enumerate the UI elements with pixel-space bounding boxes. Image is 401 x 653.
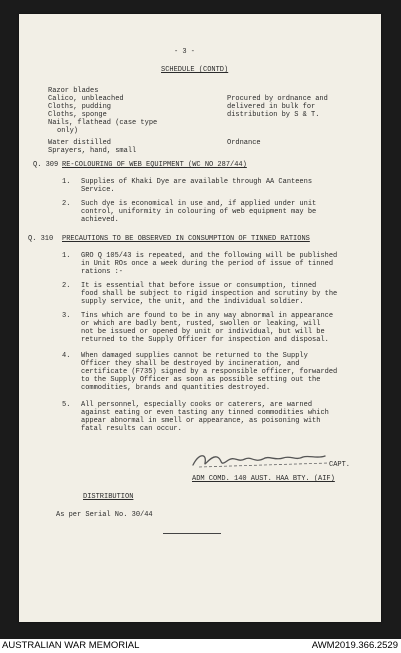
section-number: Q. 310: [28, 235, 54, 243]
para-line: Officer they shall be destroyed by incineration, and: [81, 360, 300, 368]
para-line: achieved.: [81, 216, 119, 224]
item-line: Razor blades: [48, 87, 99, 95]
para-number: 1.: [62, 252, 71, 260]
para-number: 2.: [62, 282, 71, 290]
item-line: Nails, flathead (case type: [48, 119, 158, 127]
item-line: Water distilled: [48, 139, 112, 147]
item-line: Calico, unbleached: [48, 95, 124, 103]
para-line: When damaged supplies cannot be returned to the Supply: [81, 352, 308, 360]
distribution-heading: DISTRIBUTION: [83, 493, 134, 501]
para-line: food shall be subject to rigid inspection and scrutiny by the: [81, 290, 338, 298]
para-line: GRO Q 105/43 is repeated, and the following will be published: [81, 252, 338, 260]
para-line: appear abnormal in smell or appearance, as poisoning with: [81, 417, 321, 425]
section-title: RE-COLOURING OF WEB EQUIPMENT (WC NO 287/44): [62, 161, 247, 169]
signature-unit: ADM COMD. 140 AUST. HAA BTY. (AIF): [192, 475, 335, 483]
procured-note-line: Procured by ordnance and: [227, 95, 328, 103]
para-line: to the Supply Officer as soon as possible setting out the: [81, 376, 321, 384]
schedule-heading: SCHEDULE (CONTD): [161, 66, 229, 74]
para-number: 1.: [62, 178, 71, 186]
para-line: It is essential that before issue or consumption, tinned: [81, 282, 317, 290]
para-line: certificate (F735) signed by a responsible officer, forwarded: [81, 368, 338, 376]
footer-archive-name: AUSTRALIAN WAR MEMORIAL: [2, 640, 140, 651]
section-number: Q. 309: [33, 161, 59, 169]
para-line: All personnel, especially cooks or caterers, are warned: [81, 401, 313, 409]
para-number: 2.: [62, 200, 71, 208]
para-number: 5.: [62, 401, 71, 409]
para-line: returned to the Supply Officer for inspection and disposal.: [81, 336, 329, 344]
distribution-text: As per Serial No. 30/44: [56, 511, 153, 519]
para-line: Supplies of Khaki Dye are available through AA Canteens: [81, 178, 313, 186]
para-number: 3.: [62, 312, 71, 320]
footer-accession-number: AWM2019.366.2529: [311, 640, 398, 651]
para-line: commodities, brands and quantities destroyed.: [81, 384, 271, 392]
page-number: - 3 -: [174, 48, 196, 56]
para-line: against eating or even tasting any tinned commodities which: [81, 409, 329, 417]
archive-footer: [0, 639, 401, 653]
handwritten-signature: [189, 449, 339, 471]
signature-rank: CAPT.: [329, 461, 351, 469]
procured-note-line: delivered in bulk for: [227, 103, 316, 111]
document-page: [19, 14, 381, 622]
section-title: PRECAUTIONS TO BE OBSERVED IN CONSUMPTION OF TINNED RATIONS: [62, 235, 310, 243]
para-number: 4.: [62, 352, 71, 360]
item-line: Cloths, pudding: [48, 103, 112, 111]
para-line: control, uniformity in colouring of web equipment may be: [81, 208, 317, 216]
para-line: supply service, the unit, and the individual soldier.: [81, 298, 304, 306]
para-line: Tins which are found to be in any way abnormal in appearance: [81, 312, 334, 320]
para-line: rations :-: [81, 268, 124, 276]
item-line: Cloths, sponge: [48, 111, 107, 119]
closing-rule: [163, 533, 221, 534]
para-line: in Unit ROs once a week during the period of issue of tinned: [81, 260, 334, 268]
para-line: or which are badly bent, rusted, swollen or leaking, will: [81, 320, 321, 328]
item-line: only): [57, 127, 79, 135]
procured-note-line: distribution by S & T.: [227, 111, 320, 119]
para-line: fatal results can occur.: [81, 425, 182, 433]
para-line: Such dye is economical in use and, if applied under unit: [81, 200, 317, 208]
ordnance-note: Ordnance: [227, 139, 261, 147]
para-line: Service.: [81, 186, 115, 194]
para-line: not be issued or opened by unit or individual, but will be: [81, 328, 325, 336]
item-line: Sprayers, hand, small: [48, 147, 137, 155]
